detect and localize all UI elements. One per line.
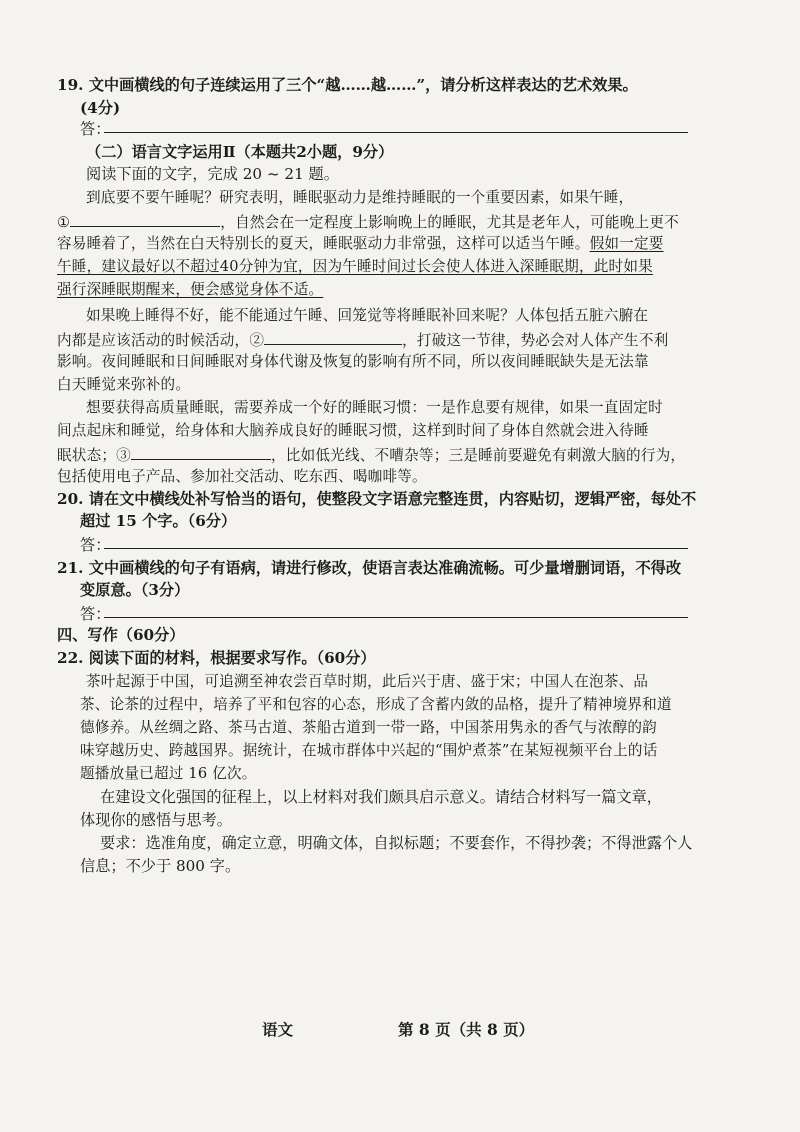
passage-p2-line2-b: ，打破这一节律，势必会对人体产生不利 <box>402 332 669 349</box>
q21-answer-line[interactable] <box>104 617 688 618</box>
passage-p1-line2-text: ，自然会在一定程度上影响晚上的睡眠，尤其是老年人，可能晚上更不 <box>220 214 679 231</box>
q22-material-line4: 味穿越历史、跨越国界。据统计，在城市群体中兴起的“围炉煮茶”在某短视频平台上的话 <box>80 742 658 759</box>
blank-1[interactable] <box>70 210 220 227</box>
q20-answer-line[interactable] <box>104 548 688 549</box>
q20-line2: 超过 15 个字。（6分） <box>80 512 237 530</box>
section2-instruction: 阅读下面的文字，完成 20 ~ 21 题。 <box>86 165 339 183</box>
q22-material-line5: 题播放量已超过 16 亿次。 <box>80 765 257 782</box>
q19-answer-label: 答： <box>80 120 111 138</box>
q22-material-line1: 茶叶起源于中国，可追溯至神农尝百草时期，此后兴于唐、盛于宋；中国人在泡茶、品 <box>86 673 649 690</box>
q19-line2: (4分) <box>80 99 121 117</box>
passage-p1-line1: 到底要不要午睡呢？研究表明，睡眠驱动力是维持睡眠的一个重要因素，如果午睡， <box>86 189 634 206</box>
q22-material-line3: 德修养。从丝绸之路、茶马古道、茶船古道到一带一路，中国茶用隽永的香气与浓醇的韵 <box>80 719 657 736</box>
blank-marker-1: ① <box>57 214 71 231</box>
footer-page-number: 第 8 页（共 8 页） <box>398 1020 535 1039</box>
passage-p3-line3-b: ，比如低光线、不嘈杂等；三是睡前要避免有刺激大脑的行为， <box>270 447 686 464</box>
q19-line1: 19. 文中画横线的句子连续运用了三个“越……越……”，请分析这样表达的艺术效果。 <box>57 76 638 94</box>
passage-p2-line2-a: 内都是应该活动的时候活动，② <box>57 332 265 349</box>
footer-subject: 语文 <box>262 1020 294 1039</box>
passage-p3-line3-a: 眠状态；③ <box>57 447 131 464</box>
q22-task-line2: 体现你的感悟与思考。 <box>80 811 232 829</box>
underlined-sentence-start: 假如一定要 <box>589 235 664 252</box>
section2-heading: （二）语言文字运用Ⅱ（本题共2小题，9分） <box>86 143 394 161</box>
passage-p2-line4: 白天睡觉来弥补的。 <box>57 376 191 393</box>
section4-heading: 四、写作（60分） <box>57 626 185 644</box>
passage-p1-line3-text: 容易睡着了，当然在白天特别长的夏天，睡眠驱动力非常强，这样可以适当午睡。 <box>57 235 590 252</box>
q19-answer-line[interactable] <box>104 132 688 133</box>
q20-answer-label: 答： <box>80 536 111 554</box>
underlined-sentence-line2: 午睡，建议最好以不超过40分钟为宜，因为午睡时间过长会使人体进入深睡眠期，此时如果 <box>57 258 653 275</box>
q21-answer-label: 答： <box>80 605 111 623</box>
q22-requirement-line2: 信息；不少于 800 字。 <box>80 857 241 875</box>
blank-2[interactable] <box>264 328 402 345</box>
passage-p3-line2: 间点起床和睡觉，给身体和大脑养成良好的睡眠习惯，这样到时间了身体自然就会进入待睡 <box>57 422 649 439</box>
passage-p1-line2 <box>57 210 679 234</box>
passage-p2-line3: 影响。夜间睡眠和日间睡眠对身体代谢及恢复的影响有所不同，所以夜间睡眠缺失是无法靠 <box>57 353 649 370</box>
q20-line1: 20. 请在文中横线处补写恰当的语句，使整段文字语意完整连贯，内容贴切，逻辑严密，每处不 <box>57 490 697 508</box>
q22-line1: 22. 阅读下面的材料，根据要求写作。（60分） <box>57 649 376 667</box>
passage-p3-line1: 想要获得高质量睡眠，需要养成一个好的睡眠习惯：一是作息要有规律，如果一直固定时 <box>86 399 663 416</box>
blank-3[interactable] <box>131 443 271 460</box>
passage-p2-line2 <box>57 328 668 352</box>
q22-material-line2: 茶、论茶的过程中，培养了平和包容的心态，形成了含蓄内敛的品格，提升了精神境界和道 <box>80 696 672 713</box>
passage-p3-line3 <box>57 443 685 467</box>
underlined-sentence-line3: 强行深睡眠期醒来，便会感觉身体不适。 <box>57 281 324 298</box>
q22-task-line1: 在建设文化强国的征程上，以上材料对我们颇具启示意义。请结合材料写一篇文章， <box>100 788 662 806</box>
q21-line2: 变原意。（3分） <box>80 581 190 599</box>
passage-p1-line3 <box>57 233 664 255</box>
passage-p2-line1: 如果晚上睡得不好，能不能通过午睡、回笼觉等将睡眠补回来呢？人体包括五脏六腑在 <box>86 307 649 324</box>
q22-requirement-line1: 要求：选准角度，确定立意，明确文体，自拟标题；不要套作，不得抄袭；不得泄露个人 <box>100 834 693 852</box>
q21-line1: 21. 文中画横线的句子有语病，请进行修改，使语言表达准确流畅。可少量增删词语，不得改 <box>57 559 682 577</box>
passage-p3-line4: 包括使用电子产品、参加社交活动、吃东西、喝咖啡等。 <box>57 468 427 485</box>
